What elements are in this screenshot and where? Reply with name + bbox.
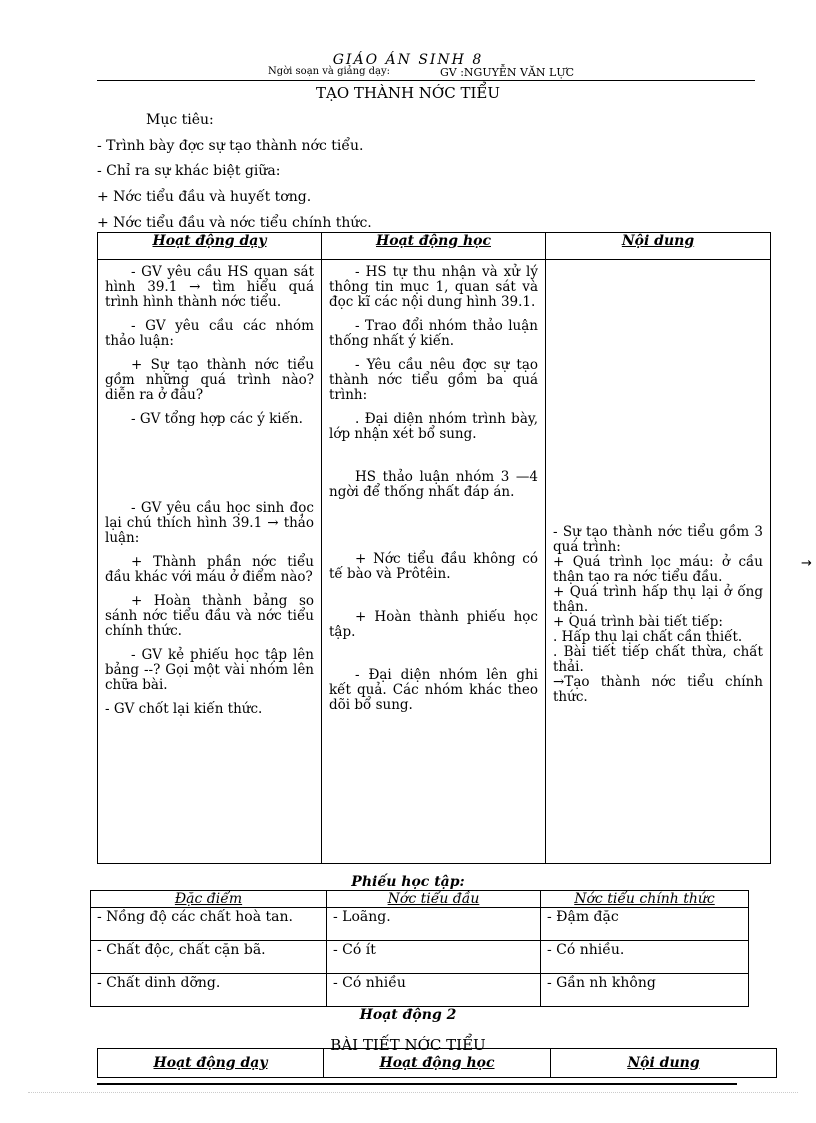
- content-line: - Sự tạo thành nớc tiểu gồm 3 quá trình:: [553, 524, 763, 555]
- teacher-step: - GV yêu cầu các nhóm thảo luận:: [105, 318, 314, 349]
- activity-table-2: [97, 1048, 777, 1078]
- prepared-by-label: Ngời soạn và giảng dạy:: [268, 66, 391, 77]
- student-step: - Trao đổi nhóm thảo luận thống nhất ý kiến.: [329, 318, 538, 349]
- worksheet-cell: - Có nhiều.: [541, 941, 749, 974]
- student-step: + Nớc tiểu đầu không có tế bào và Prôtêin.: [329, 551, 538, 582]
- student-step: + Hoàn thành phiếu học tập.: [329, 609, 538, 640]
- teacher-activities-cell: [98, 260, 322, 864]
- page-edge-divider: [28, 1092, 798, 1093]
- student-step: - Đại diện nhóm lên ghi kết quả. Các nhóm khác theo dõi bổ sung.: [329, 667, 538, 713]
- worksheet-table: [90, 890, 749, 1007]
- teacher-name: GV :NGUYỄN VĂN LỰC: [440, 66, 575, 79]
- activity-table: [97, 232, 771, 864]
- header-hoat-dong-day: Hoạt động dạy: [98, 233, 322, 260]
- worksheet-cell: - Có nhiều: [327, 974, 541, 1007]
- worksheet-cell: - Gần nh không: [541, 974, 749, 1007]
- header-hoat-dong-hoc-2: Hoạt động học: [324, 1049, 551, 1078]
- content-line: . Bài tiết tiếp chất thừa, chất thải.: [553, 644, 763, 675]
- teacher-step: - GV kẻ phiếu học tập lên bảng --? Gọi một vài nhóm lên chữa bài.: [105, 647, 314, 693]
- content-cell: [546, 260, 771, 864]
- margin-arrow-icon: →: [801, 556, 812, 571]
- header-hoat-dong-day-2: Hoạt động dạy: [98, 1049, 324, 1078]
- objectives-heading: Mục tiêu:: [146, 112, 214, 128]
- student-step: . Đại diện nhóm trình bày, lớp nhận xét bổ sung.: [329, 411, 538, 442]
- worksheet-cell: - Chất dinh dỡng.: [91, 974, 327, 1007]
- header-noi-dung: Nội dung: [546, 233, 771, 260]
- teacher-step: + Sự tạo thành nớc tiểu gồm những quá trình nào? diễn ra ở đâu?: [105, 357, 314, 403]
- activity-2-label: Hoạt động 2: [359, 1007, 457, 1023]
- teacher-step: - GV tổng hợp các ý kiến.: [131, 411, 303, 427]
- content-line: + Quá trình lọc máu: ở cầu thận tạo ra nớc tiểu đầu.: [553, 554, 763, 585]
- worksheet-cell: - Chất độc, chất cặn bã.: [91, 941, 327, 974]
- page-bottom-rule: [97, 1083, 737, 1085]
- header-hoat-dong-hoc: Hoạt động học: [322, 233, 546, 260]
- teacher-step: + Hoàn thành bảng so sánh nớc tiểu đầu và nớc tiểu chính thức.: [105, 593, 314, 639]
- header-rule: [97, 80, 755, 81]
- student-step: - HS tự thu nhận và xử lý thông tin mục 1, quan sát và đọc kĩ các nội dung hình 39.1.: [329, 264, 538, 310]
- section-2-title: BÀI TIẾT NỚC TIỂU: [330, 1036, 486, 1054]
- worksheet-cell: - Đậm đặc: [541, 908, 749, 941]
- table-row: [91, 941, 749, 974]
- worksheet-title: Phiếu học tập:: [351, 874, 465, 890]
- content-line: . Hấp thụ lại chất cần thiết.: [553, 629, 743, 645]
- teacher-step: - GV yêu cầu HS quan sát hình 39.1 → tìm hiểu quá trình hình thành nớc tiểu.: [105, 264, 314, 310]
- student-activities-cell: [322, 260, 546, 864]
- table-row: [91, 974, 749, 1007]
- student-step: - Yêu cầu nêu đợc sự tạo thành nớc tiểu gồm ba quá trình:: [329, 357, 538, 403]
- worksheet-cell: - Loãng.: [327, 908, 541, 941]
- student-step: HS thảo luận nhóm 3 —4 ngời để thống nhất đáp án.: [329, 469, 538, 500]
- worksheet-cell: - Nồng độ các chất hoà tan.: [91, 908, 327, 941]
- objective-item: + Nớc tiểu đầu và nớc tiểu chính thức.: [97, 215, 372, 231]
- teacher-step: - GV chốt lại kiến thức.: [105, 701, 263, 717]
- teacher-step: - GV yêu cầu học sinh đọc lại chú thích hình 39.1 → thảo luận:: [105, 500, 314, 546]
- worksheet-header-primary-urine: Nớc tiểu đầu: [327, 891, 541, 908]
- worksheet-cell: - Có ít: [327, 941, 541, 974]
- document-subject: GIÁO ÁN SINH 8: [332, 52, 484, 68]
- lesson-title: TẠO THÀNH NỚC TIỂU: [316, 84, 500, 102]
- table-row: [91, 908, 749, 941]
- objective-item: + Nớc tiểu đầu và huyết tơng.: [97, 189, 312, 205]
- header-noi-dung-2: Nội dung: [551, 1049, 777, 1078]
- content-line: →Tạo thành nớc tiểu chính thức.: [553, 674, 763, 705]
- objective-item: - Chỉ ra sự khác biệt giữa:: [97, 163, 281, 179]
- teacher-step: + Thành phần nớc tiểu đầu khác với máu ở điểm nào?: [105, 554, 314, 585]
- objective-item: - Trình bày đợc sự tạo thành nớc tiểu.: [97, 138, 364, 154]
- worksheet-header-feature: Đặc điểm: [91, 891, 327, 908]
- content-line: + Quá trình hấp thụ lại ở ống thận.: [553, 584, 763, 615]
- content-line: + Quá trình bài tiết tiếp:: [553, 614, 723, 630]
- worksheet-header-final-urine: Nớc tiểu chính thức: [541, 891, 749, 908]
